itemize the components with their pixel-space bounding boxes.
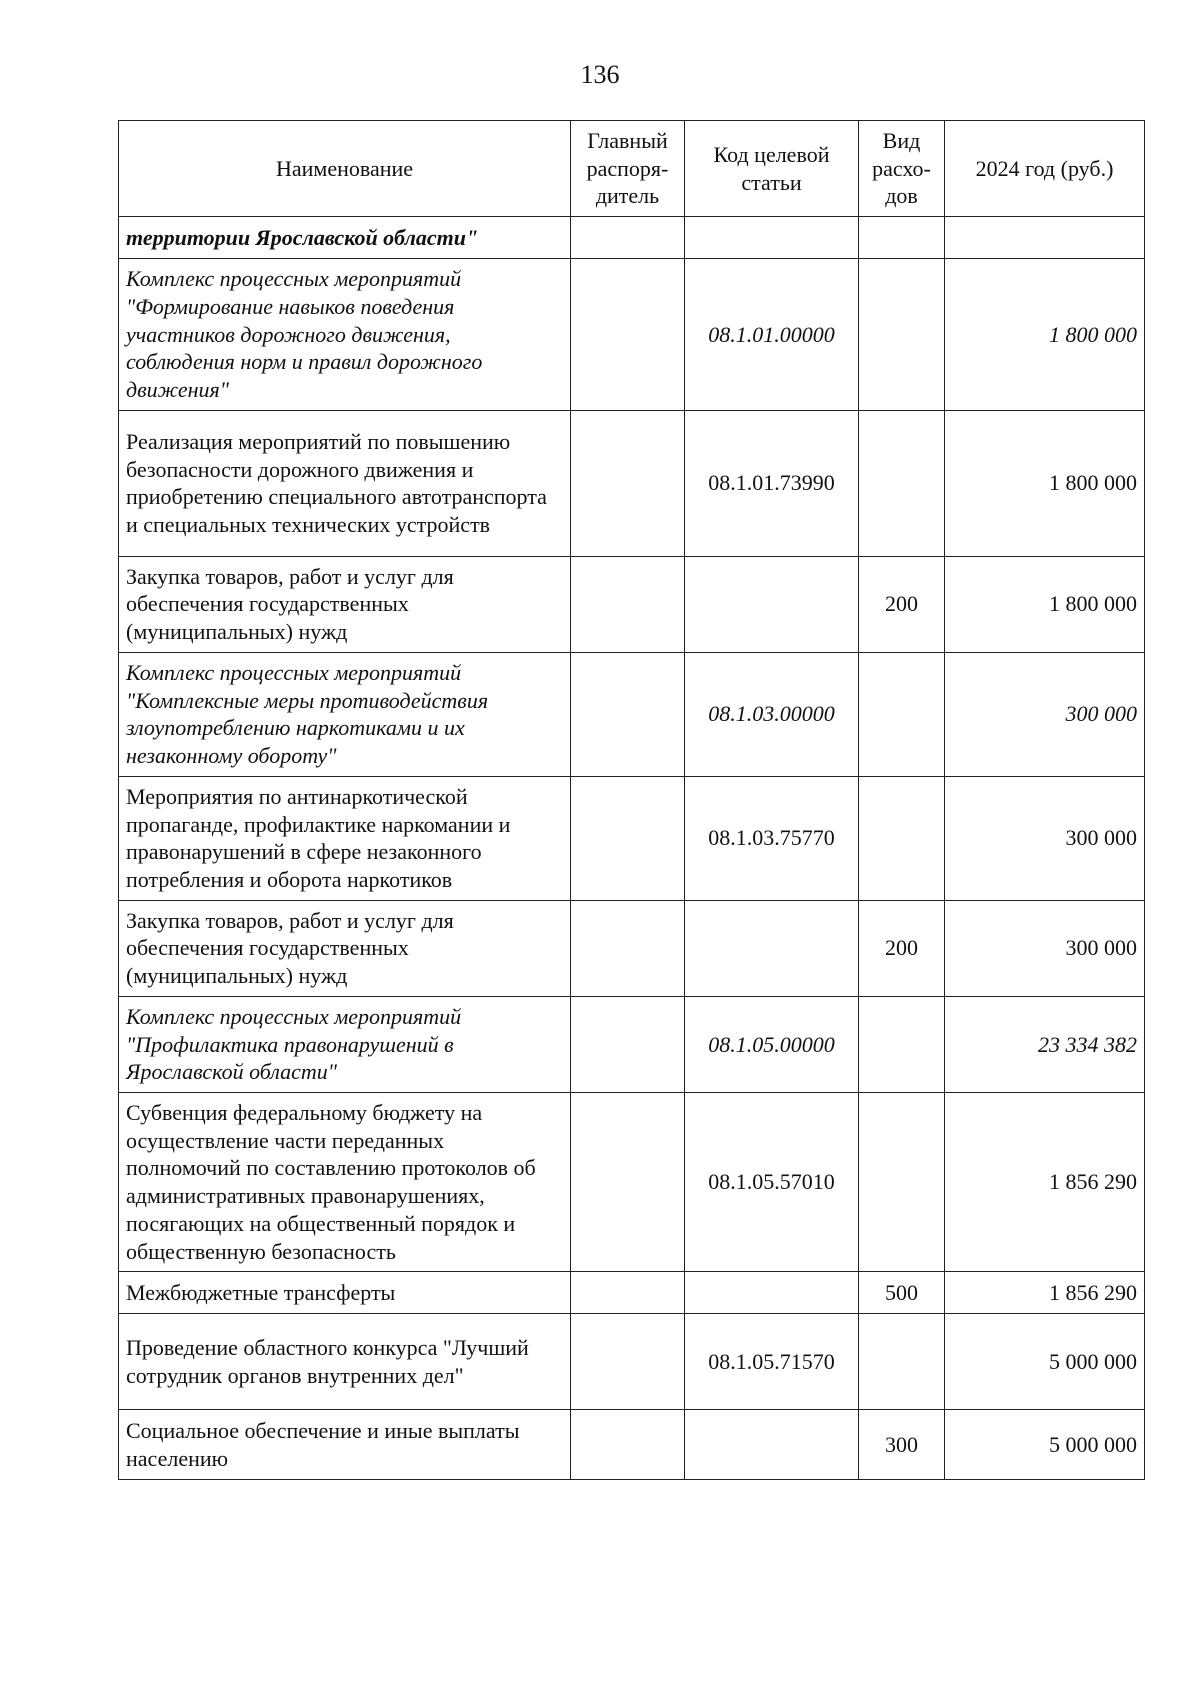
header-row <box>119 121 1145 217</box>
cell-expense-type <box>859 1092 945 1271</box>
cell-main-manager <box>571 556 685 652</box>
cell-expense-type <box>859 217 945 259</box>
cell-name: Межбюджетные трансферты <box>119 1272 571 1314</box>
header-amount: 2024 год (руб.) <box>945 121 1145 217</box>
cell-name: Реализация мероприятий по повышению безопасности дорожного движения и приобретению специального автотранспорта и специальных технических устройств <box>119 410 571 556</box>
cell-expense-type: 300 <box>859 1410 945 1480</box>
cell-name: территории Ярославской области" <box>119 217 571 259</box>
cell-amount: 1 856 290 <box>945 1092 1145 1271</box>
cell-target-code: 08.1.05.00000 <box>685 996 859 1092</box>
cell-main-manager <box>571 1314 685 1410</box>
header-target-code: Код целевой статьи <box>685 121 859 217</box>
cell-target-code <box>685 1410 859 1480</box>
cell-name: Субвенция федеральному бюджету на осуществление части переданных полномочий по составлению протоколов об административных правонарушениях, посягающих на общественный порядок и общественную безопасность <box>119 1092 571 1271</box>
cell-name: Комплекс процессных мероприятий "Комплексные меры противодействия злоупотреблению наркотиками и их незаконному обороту" <box>119 652 571 776</box>
table-row <box>119 1092 1145 1271</box>
cell-main-manager <box>571 1410 685 1480</box>
cell-amount: 300 000 <box>945 900 1145 996</box>
cell-main-manager <box>571 1272 685 1314</box>
cell-name: Социальное обеспечение и иные выплаты населению <box>119 1410 571 1480</box>
cell-name: Мероприятия по антинаркотической пропаганде, профилактике наркомании и правонарушений в сфере незаконного потребления и оборота наркотиков <box>119 776 571 900</box>
cell-main-manager <box>571 217 685 259</box>
budget-table <box>118 120 1145 1480</box>
cell-amount: 23 334 382 <box>945 996 1145 1092</box>
cell-target-code <box>685 556 859 652</box>
cell-amount: 5 000 000 <box>945 1314 1145 1410</box>
table-header <box>119 121 1145 217</box>
cell-target-code: 08.1.01.73990 <box>685 410 859 556</box>
header-main-manager: Главный распоря-дитель <box>571 121 685 217</box>
cell-name: Комплекс процессных мероприятий "Профилактика правонарушений в Ярославской области" <box>119 996 571 1092</box>
cell-expense-type <box>859 776 945 900</box>
cell-main-manager <box>571 996 685 1092</box>
cell-amount: 300 000 <box>945 652 1145 776</box>
cell-name: Закупка товаров, работ и услуг для обеспечения государственных (муниципальных) нужд <box>119 556 571 652</box>
table-row <box>119 900 1145 996</box>
cell-amount: 1 800 000 <box>945 259 1145 411</box>
table-row <box>119 410 1145 556</box>
cell-expense-type <box>859 652 945 776</box>
cell-name: Комплекс процессных мероприятий "Формирование навыков поведения участников дорожного движения, соблюдения норм и правил дорожного движения" <box>119 259 571 411</box>
cell-target-code <box>685 900 859 996</box>
cell-expense-type <box>859 1314 945 1410</box>
cell-target-code <box>685 1272 859 1314</box>
cell-amount: 300 000 <box>945 776 1145 900</box>
cell-expense-type: 200 <box>859 556 945 652</box>
cell-amount: 1 800 000 <box>945 410 1145 556</box>
page-number: 136 <box>580 60 620 89</box>
cell-main-manager <box>571 652 685 776</box>
table-body <box>119 217 1145 1480</box>
table-row <box>119 652 1145 776</box>
cell-name: Закупка товаров, работ и услуг для обеспечения государственных (муниципальных) нужд <box>119 900 571 996</box>
table-row <box>119 259 1145 411</box>
table-row <box>119 996 1145 1092</box>
cell-main-manager <box>571 1092 685 1271</box>
cell-main-manager <box>571 410 685 556</box>
cell-target-code <box>685 217 859 259</box>
header-expense-type: Вид расхо-дов <box>859 121 945 217</box>
cell-name: Проведение областного конкурса "Лучший сотрудник органов внутренних дел" <box>119 1314 571 1410</box>
cell-expense-type <box>859 259 945 411</box>
cell-target-code: 08.1.03.75770 <box>685 776 859 900</box>
table-row <box>119 556 1145 652</box>
table-row <box>119 1314 1145 1410</box>
table-row <box>119 1272 1145 1314</box>
table-row <box>119 776 1145 900</box>
cell-expense-type <box>859 996 945 1092</box>
cell-amount: 1 856 290 <box>945 1272 1145 1314</box>
cell-target-code: 08.1.03.00000 <box>685 652 859 776</box>
cell-amount: 1 800 000 <box>945 556 1145 652</box>
cell-target-code: 08.1.05.71570 <box>685 1314 859 1410</box>
table-row <box>119 217 1145 259</box>
cell-target-code: 08.1.01.00000 <box>685 259 859 411</box>
cell-expense-type <box>859 410 945 556</box>
cell-main-manager <box>571 900 685 996</box>
cell-expense-type: 200 <box>859 900 945 996</box>
table-row <box>119 1410 1145 1480</box>
cell-amount <box>945 217 1145 259</box>
cell-main-manager <box>571 259 685 411</box>
cell-main-manager <box>571 776 685 900</box>
header-name: Наименование <box>119 121 571 217</box>
cell-amount: 5 000 000 <box>945 1410 1145 1480</box>
cell-target-code: 08.1.05.57010 <box>685 1092 859 1271</box>
cell-expense-type: 500 <box>859 1272 945 1314</box>
